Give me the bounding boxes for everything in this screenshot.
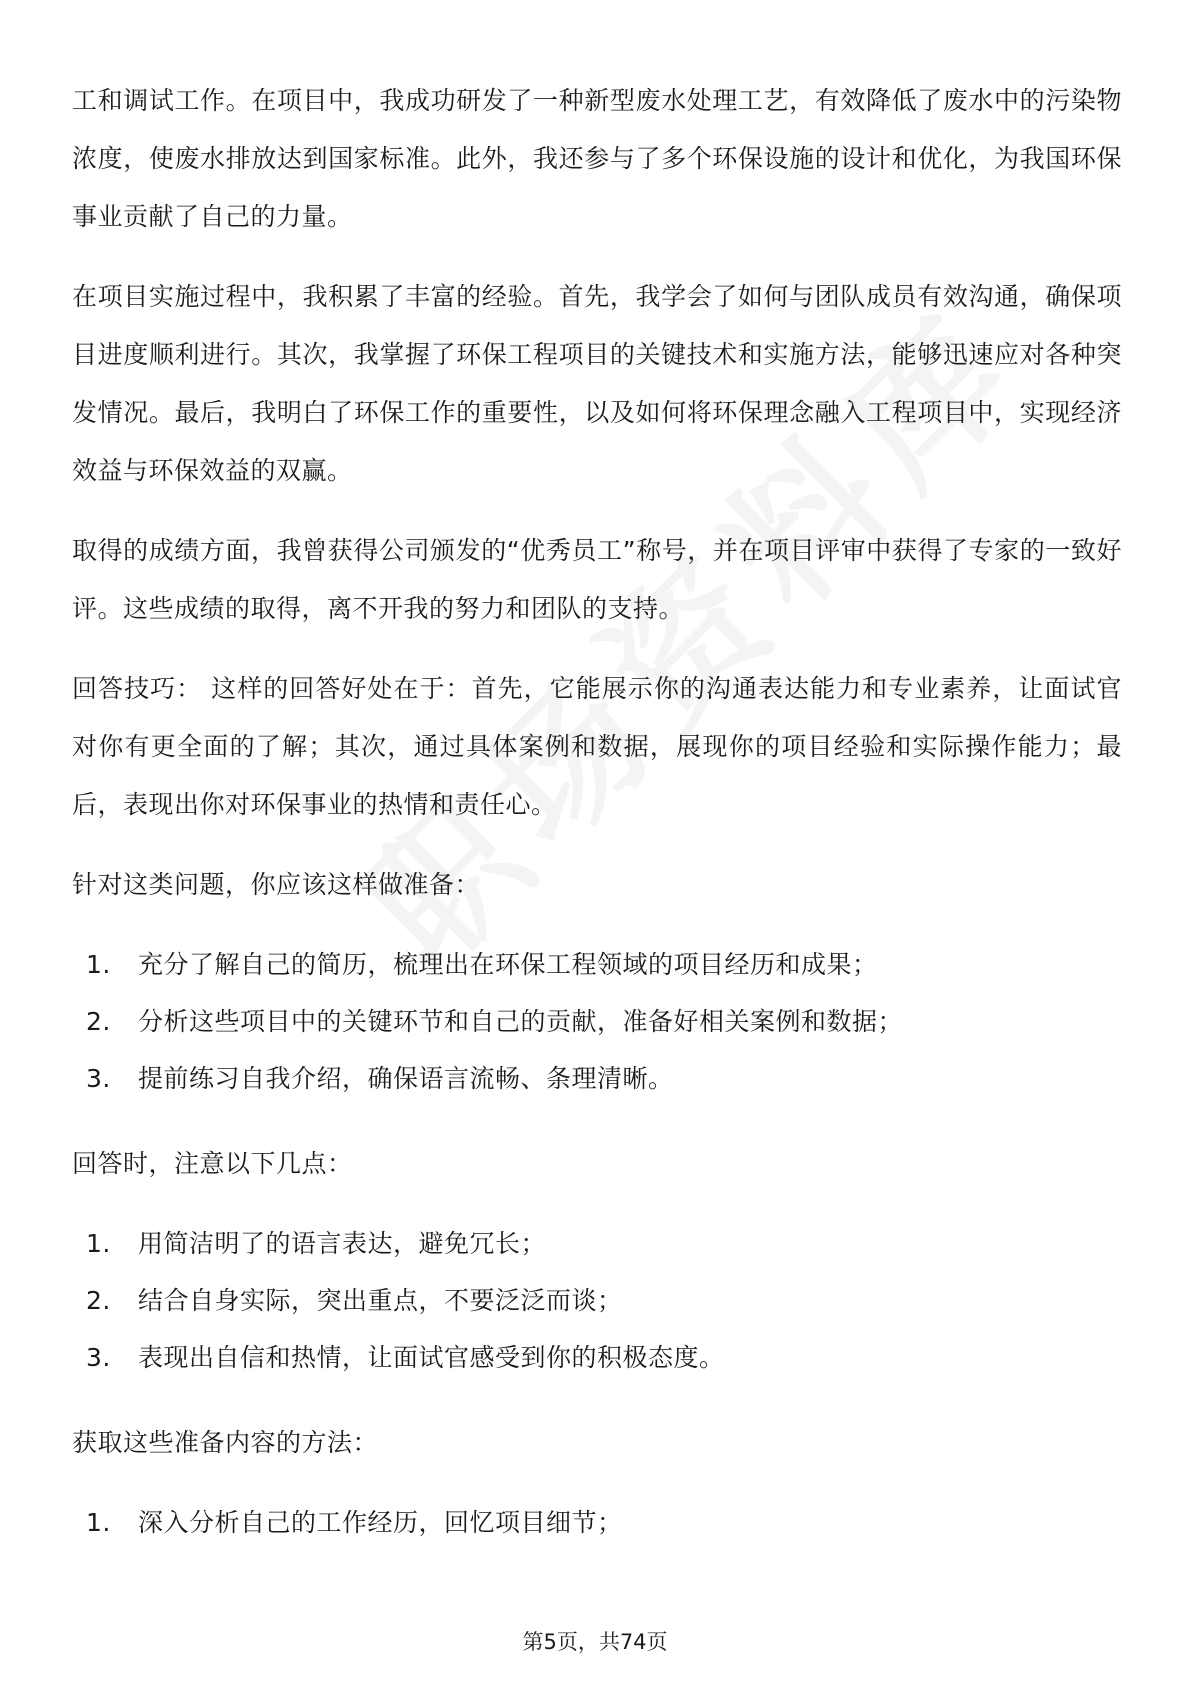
list-number: 1. (86, 950, 111, 979)
paragraph-project-work: 工和调试工作。在项目中，我成功研发了一种新型废水处理工艺，有效降低了废水中的污染物浓度，使废水排放达到国家标准。此外，我还参与了多个环保设施的设计和优化，为我国环保事业贡献了自己的力量。 (72, 86, 1122, 231)
list-number: 2. (86, 1286, 111, 1315)
list-item (72, 1494, 1122, 1551)
answer-notes-list (72, 1215, 1122, 1386)
methods-list (72, 1494, 1122, 1551)
list-number: 3. (86, 1064, 111, 1093)
list-text: 分析这些项目中的关键环节和自己的贡献，准备好相关案例和数据； (138, 1007, 904, 1036)
paragraph-experience: 在项目实施过程中，我积累了丰富的经验。首先，我学会了如何与团队成员有效沟通，确保项目进度顺利进行。其次，我掌握了环保工程项目的关键技术和实施方法，能够迅速应对各种突发情况。最后，我明白了环保工作的重要性，以及如何将环保理念融入工程项目中，实现经济效益与环保效益的双赢。 (72, 282, 1122, 485)
list-item (72, 1050, 1122, 1107)
list-number: 1. (86, 1508, 111, 1537)
list-item (72, 1215, 1122, 1272)
paragraph-achievements: 取得的成绩方面，我曾获得公司颁发的“优秀员工”称号，并在项目评审中获得了专家的一致好评。这些成绩的取得，离不开我的努力和团队的支持。 (72, 536, 1122, 623)
list-number: 1. (86, 1229, 111, 1258)
list-text: 结合自身实际，突出重点，不要泛泛而谈； (138, 1286, 623, 1315)
list-number: 3. (86, 1343, 111, 1372)
paragraph-methods: 获取这些准备内容的方法： (72, 1428, 379, 1457)
paragraph-preparation-intro: 针对这类问题，你应该这样做准备： (72, 870, 481, 899)
list-item (72, 936, 1122, 993)
list-number: 2. (86, 1007, 111, 1036)
list-item (72, 1329, 1122, 1386)
list-text: 提前练习自我介绍，确保语言流畅、条理清晰。 (138, 1064, 674, 1093)
page-footer: 第5页，共74页 (522, 1630, 668, 1654)
list-text: 充分了解自己的简历，梳理出在环保工程领域的项目经历和成果； (138, 950, 878, 979)
paragraph-answer-tips: 回答技巧： 这样的回答好处在于：首先，它能展示你的沟通表达能力和专业素养，让面试官对你有更全面的了解；其次，通过具体案例和数据，展现你的项目经验和实际操作能力；最后，表现出你对环保事业的热情和责任心。 (72, 674, 1122, 819)
page-content (72, 72, 1122, 1579)
list-text: 深入分析自己的工作经历，回忆项目细节； (138, 1508, 623, 1537)
list-text: 表现出自信和热情，让面试官感受到你的积极态度。 (138, 1343, 725, 1372)
list-item (72, 1272, 1122, 1329)
list-item (72, 993, 1122, 1050)
preparation-list (72, 936, 1122, 1107)
list-text: 用简洁明了的语言表达，避免冗长； (138, 1229, 547, 1258)
paragraph-answer-notes: 回答时，注意以下几点： (72, 1149, 353, 1178)
